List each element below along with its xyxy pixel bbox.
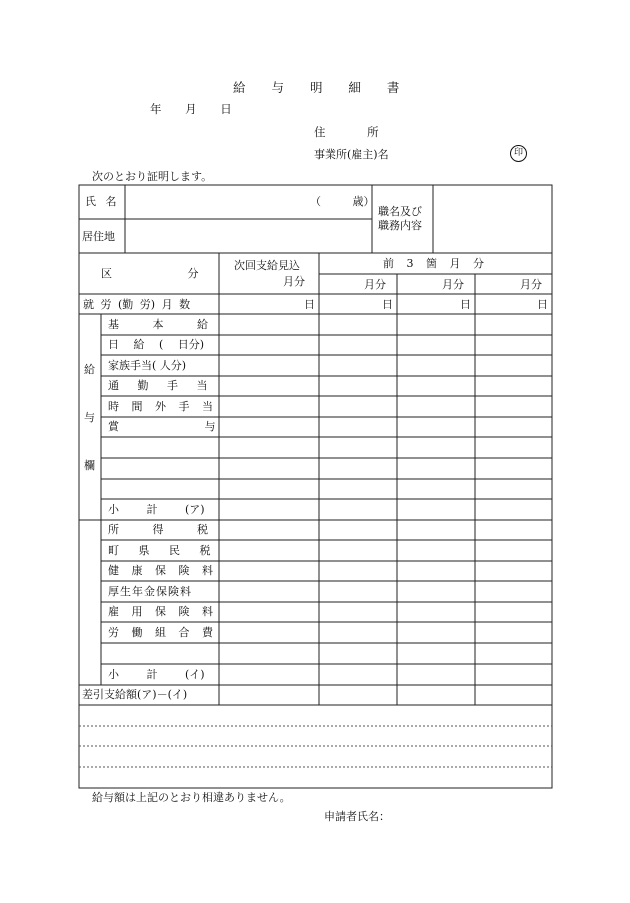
deduction-row-pension: 厚生年金保険料 (108, 585, 192, 598)
net-pay-label: 差引支給額(ア)－(イ) (82, 688, 188, 701)
deduction-row-income-tax: 所 得 税 (108, 523, 208, 536)
month-label-1: 月分 (364, 278, 386, 291)
salary-side-label-3: 欄 (84, 459, 95, 472)
salary-row-basic: 基 本 給 (108, 318, 208, 331)
salary-row-family: 家族手当( 人分) (108, 359, 187, 372)
salary-subtotal: 小 計 (ア) (108, 503, 205, 516)
workdays-unit-2: 日 (460, 298, 471, 311)
prev3-months-label: 前 3 箇 月 分 (383, 257, 484, 270)
deduction-row-resident-tax: 町 県 民 税 (108, 544, 211, 557)
employer-label: 事業所(雇主)名 (314, 148, 389, 161)
name-label: 氏 名 (85, 195, 117, 208)
residence-label: 居住地 (82, 230, 115, 243)
seal-icon: 印 (510, 145, 527, 162)
salary-row-bonus: 賞 与 (108, 420, 216, 433)
applicant-label: 申請者氏名： (324, 810, 390, 823)
salary-side-label-1: 給 (84, 363, 95, 376)
next-pay-label-line2: 月分 (283, 275, 305, 288)
deduction-row-employment: 雇 用 保 険 料 (108, 605, 213, 618)
job-label-line2: 職務内容 (378, 219, 422, 232)
deduction-subtotal: 小 計 (イ) (108, 668, 205, 681)
intro-text: 次のとおり証明します。 (92, 170, 213, 183)
workdays-unit-1: 日 (382, 298, 393, 311)
salary-row-daily: 日 給 ( 日分) (108, 338, 205, 351)
salary-side-label-2: 与 (84, 411, 95, 424)
deduction-row-union: 労 働 組 合 費 (108, 626, 213, 639)
date-line: 年 月 日 (150, 102, 232, 116)
job-label-line1: 職名及び (378, 205, 422, 218)
deduction-row-health: 健 康 保 険 料 (108, 564, 213, 577)
category-label: 区 分 (101, 267, 199, 280)
workdays-unit-next: 日 (304, 298, 315, 311)
month-label-2: 月分 (442, 278, 464, 291)
next-pay-label-line1: 次回支給見込 (234, 259, 300, 272)
salary-row-overtime: 時 間 外 手 当 (108, 400, 213, 413)
workdays-unit-3: 日 (537, 298, 548, 311)
month-label-3: 月分 (520, 278, 542, 291)
workdays-label: 就 労 (勤 労) 月 数 (83, 298, 191, 311)
document-title: 給 与 明 細 書 (233, 80, 400, 95)
address-label: 住 所 (314, 125, 379, 139)
footnote: 給与額は上記のとおり相違ありません。 (92, 791, 291, 804)
age-label: （ 歳） (310, 195, 375, 208)
salary-row-commute: 通 勤 手 当 (108, 379, 208, 392)
